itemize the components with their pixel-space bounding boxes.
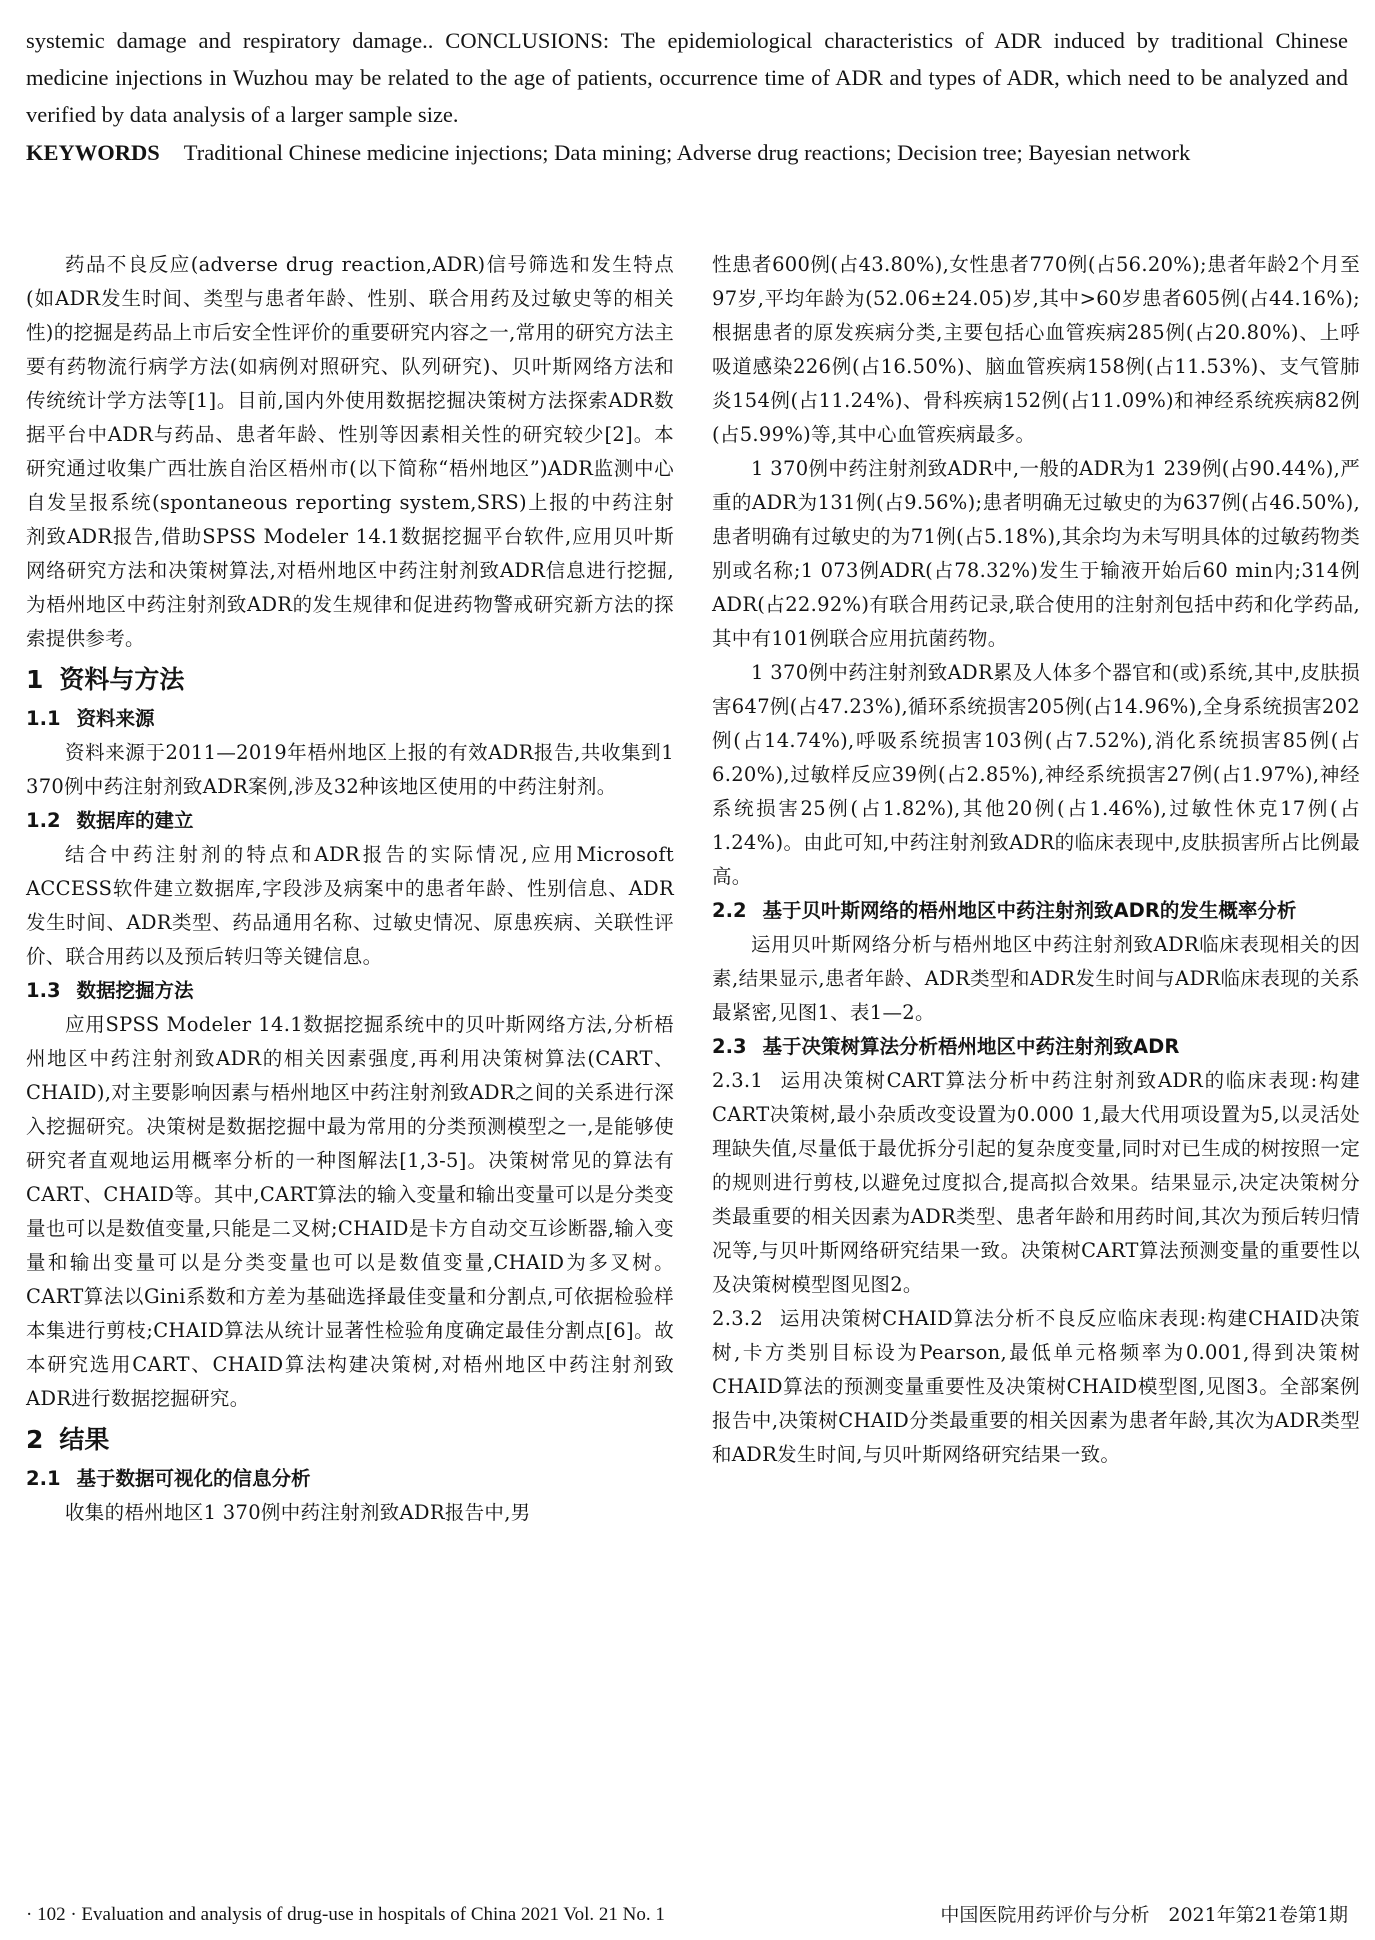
subsection-number: 2.3.2 — [712, 1307, 764, 1330]
section-1-heading — [26, 660, 674, 700]
section-1-1-text: 资料来源于2011—2019年梧州地区上报的有效ADR报告,共收集到1 370例中药注射剂致ADR案例,涉及32种该地区使用的中药注射剂。 — [26, 741, 674, 798]
section-title: 基于决策树算法分析梧州地区中药注射剂致ADR — [762, 1035, 1180, 1058]
section-number: 2 — [26, 1425, 44, 1454]
section-2-3-heading — [712, 1030, 1360, 1064]
section-title: 基于贝叶斯网络的梧州地区中药注射剂致ADR的发生概率分析 — [762, 899, 1297, 922]
results-paragraph-2: 1 370例中药注射剂致ADR中,一般的ADR为1 239例(占90.44%),严重的ADR为131例(占9.56%);患者明确无过敏史的为637例(占46.50%),患者明确有过敏史的为71例(占5.18%),其余均为未写明具体的过敏药物类别或名称;1 073例ADR(占78.32%)发生于输液开始后60 min内;314例ADR(占22.92%)有联合用药记录,联合使用的注射剂包括中药和化学药品,其中有101例联合应用抗菌药物。 — [712, 457, 1360, 650]
section-1-2-text: 结合中药注射剂的特点和ADR报告的实际情况,应用Microsoft ACCESS软件建立数据库,字段涉及病案中的患者年龄、性别信息、ADR发生时间、ADR类型、药品通用名称、过敏史情况、原患疾病、关联性评价、联合用药以及预后转归等关键信息。 — [26, 843, 674, 968]
footer-journal-en: · 102 · Evaluation and analysis of drug-use in hospitals of China 2021 Vol. 21 No. 1 — [26, 1904, 665, 1925]
section-number: 1 — [26, 665, 44, 694]
keywords-text: Traditional Chinese medicine injections; Data mining; Adverse drug reactions; Decision tree; Bayesian network — [183, 140, 1191, 165]
footer-journal-cn: 中国医院用药评价与分析 2021年第21卷第1期 — [940, 1904, 1348, 1926]
abstract-text: systemic damage and respiratory damage.. CONCLUSIONS: The epidemiological characteristics of ADR induced by traditional Chinese medicine injections in Wuzhou may be related to the age of patients, occurrence time of ADR and types of ADR, which need to be analyzed and verified by data analysis of a larger sample size. — [26, 28, 1348, 127]
section-1-3-text: 应用SPSS Modeler 14.1数据挖掘系统中的贝叶斯网络方法,分析梧州地区中药注射剂致ADR的相关因素强度,再利用决策树算法(CART、CHAID),对主要影响因素与梧州地区中药注射剂致ADR之间的关系进行深入挖掘研究。决策树是数据挖掘中最为常用的分类预测模型之一,是能够使研究者直观地运用概率分析的一种图解法[1,3-5]。决策树常见的算法有CART、CHAID等。其中,CART算法的输入变量和输出变量可以是分类变量也可以是数值变量,只能是二叉树;CHAID是卡方自动交互诊断器,输入变量和输出变量可以是分类变量也可以是数值变量,CHAID为多叉树。CART算法以Gini系数和方差为基础选择最佳变量和分割点,可依据检验样本集进行剪枝;CHAID算法从统计显著性检验角度确定最佳分割点[6]。故本研究选用CART、CHAID算法构建决策树,对梧州地区中药注射剂致ADR进行数据挖掘研究。 — [26, 1013, 674, 1410]
section-2-1-text: 收集的梧州地区1 370例中药注射剂致ADR报告中,男 — [65, 1501, 531, 1524]
subsection-number: 2.3.1 — [712, 1069, 764, 1092]
section-number: 2.3 — [712, 1035, 747, 1058]
section-number: 2.2 — [712, 899, 747, 922]
section-2-1-heading — [26, 1462, 674, 1496]
results-paragraph-3: 1 370例中药注射剂致ADR累及人体多个器官和(或)系统,其中,皮肤损害647例(占47.23%),循环系统损害205例(占14.96%),全身系统损害202例(占14.74%),呼吸系统损害103例(占7.52%),消化系统损害85例(占6.20%),过敏样反应39例(占2.85%),神经系统损害27例(占1.97%),神经系统损害25例(占1.82%),其他20例(占1.46%),过敏性休克17例(占1.24%)。由此可知,中药注射剂致ADR的临床表现中,皮肤损害所占比例最高。 — [712, 661, 1360, 888]
section-1-2-heading — [26, 804, 674, 838]
section-title: 资料来源 — [76, 707, 155, 730]
keywords-block — [26, 134, 1348, 171]
section-2-3-2-text — [712, 1302, 1360, 1472]
section-2-2-heading — [712, 894, 1360, 928]
abstract-conclusions — [26, 22, 1348, 133]
section-title: 结果 — [59, 1425, 110, 1454]
subsection-text: 运用决策树CART算法分析中药注射剂致ADR的临床表现:构建CART决策树,最小杂质改变设置为0.000 1,最大代用项设置为5,以灵活处理缺失值,尽量低于最优拆分引起的复杂度变量,同时对已生成的树按照一定的规则进行剪枝,以避免过度拟合,提高拟合效果。结果显示,决定决策树分类最重要的相关因素为ADR类型、患者年龄和用药时间,其次为预后转归情况等,与贝叶斯网络研究结果一致。决策树CART算法预测变量的重要性以及决策树模型图见图2。 — [712, 1069, 1360, 1296]
section-2-heading — [26, 1420, 674, 1460]
results-paragraph-1: 性患者600例(占43.80%),女性患者770例(占56.20%);患者年龄2个月至97岁,平均年龄为(52.06±24.05)岁,其中>60岁患者605例(占44.16%);根据患者的原发疾病分类,主要包括心血管疾病285例(占20.80%)、上呼吸道感染226例(占16.50%)、脑血管疾病158例(占11.53%)、支气管肺炎154例(占11.24%)、骨科疾病152例(占11.09%)和神经系统疾病82例(占5.99%)等,其中心血管疾病最多。 — [712, 253, 1360, 446]
section-number: 2.1 — [26, 1467, 61, 1490]
section-number: 1.3 — [26, 979, 61, 1002]
section-title: 数据库的建立 — [76, 809, 194, 832]
right-column — [712, 248, 1360, 1472]
section-title: 资料与方法 — [59, 665, 185, 694]
left-column — [26, 248, 674, 1530]
section-2-2-text: 运用贝叶斯网络分析与梧州地区中药注射剂致ADR临床表现相关的因素,结果显示,患者年龄、ADR类型和ADR发生时间与ADR临床表现的关系最紧密,见图1、表1—2。 — [712, 933, 1360, 1024]
section-2-3-1-text — [712, 1064, 1360, 1302]
intro-paragraph: 药品不良反应(adverse drug reaction,ADR)信号筛选和发生特点(如ADR发生时间、类型与患者年龄、性别、联合用药及过敏史等的相关性)的挖掘是药品上市后安全性评价的重要研究内容之一,常用的研究方法主要有药物流行病学方法(如病例对照研究、队列研究)、贝叶斯网络方法和传统统计学方法等[1]。目前,国内外使用数据挖掘决策树方法探索ADR数据平台中ADR与药品、患者年龄、性别等因素相关性的研究较少[2]。本研究通过收集广西壮族自治区梧州市(以下简称“梧州地区”)ADR监测中心自发呈报系统(spontaneous reporting system,SRS)上报的中药注射剂致ADR报告,借助SPSS Modeler 14.1数据挖掘平台软件,应用贝叶斯网络研究方法和决策树算法,对梧州地区中药注射剂致ADR信息进行挖掘,为梧州地区中药注射剂致ADR的发生规律和促进药物警戒研究新方法的探索提供参考。 — [26, 253, 675, 650]
section-number: 1.2 — [26, 809, 61, 832]
section-title: 基于数据可视化的信息分析 — [76, 1467, 311, 1490]
section-1-1-heading — [26, 702, 674, 736]
section-number: 1.1 — [26, 707, 61, 730]
section-1-3-heading — [26, 974, 674, 1008]
subsection-text: 运用决策树CHAID算法分析不良反应临床表现:构建CHAID决策树,卡方类别目标设为Pearson,最低单元格频率为0.001,得到决策树CHAID算法的预测变量重要性及决策树CHAID模型图,见图3。全部案例报告中,决策树CHAID分类最重要的相关因素为患者年龄,其次为ADR类型和ADR发生时间,与贝叶斯网络研究结果一致。 — [712, 1307, 1360, 1466]
section-title: 数据挖掘方法 — [76, 979, 194, 1002]
keywords-label: KEYWORDS — [26, 140, 160, 165]
